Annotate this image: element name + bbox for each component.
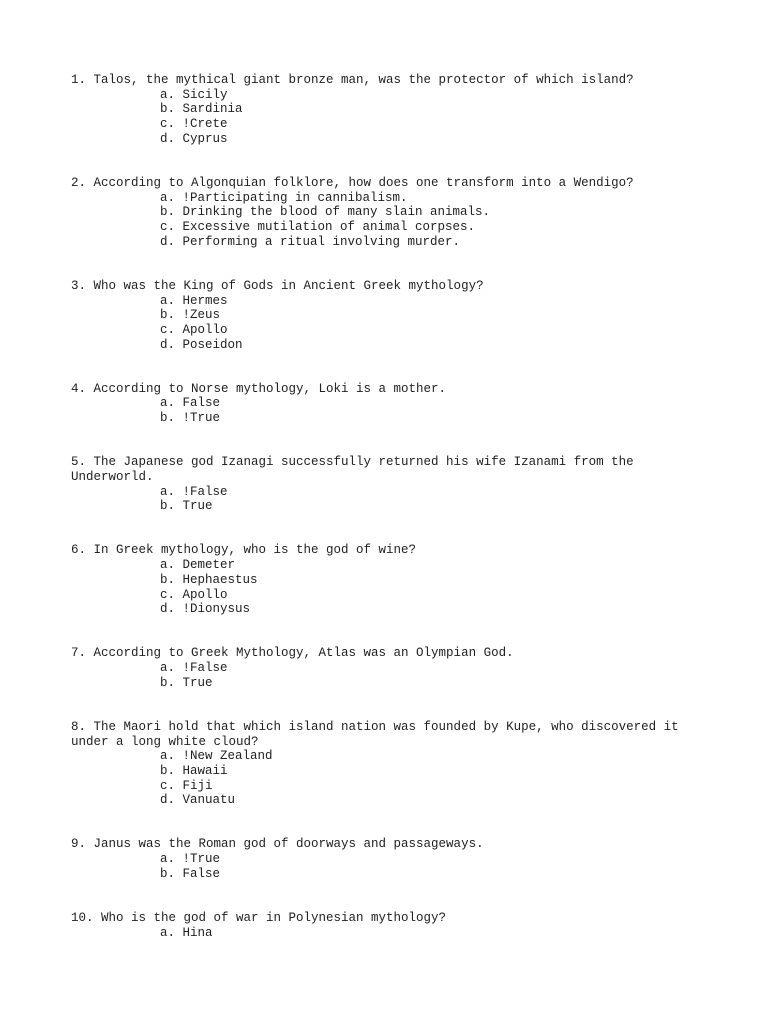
question-text: 3. Who was the King of Gods in Ancient Greek mythology? bbox=[71, 278, 484, 293]
question-block bbox=[71, 176, 701, 250]
answer-option: d. Poseidon bbox=[160, 337, 243, 352]
answer-option: a. !False bbox=[160, 661, 228, 676]
question-text: 2. According to Algonquian folklore, how does one transform into a Wendigo? bbox=[71, 175, 634, 190]
quiz-document bbox=[71, 73, 701, 970]
answer-options bbox=[71, 485, 701, 514]
question-block bbox=[71, 73, 701, 147]
question-block bbox=[71, 543, 701, 617]
answer-option: a. !True bbox=[160, 852, 221, 867]
answer-option: d. !Dionysus bbox=[160, 602, 251, 617]
answer-option: b. !True bbox=[160, 411, 221, 426]
answer-option: a. !False bbox=[160, 484, 228, 499]
answer-option: b. True bbox=[160, 499, 213, 514]
answer-options bbox=[71, 749, 701, 808]
answer-option: d. Cyprus bbox=[160, 131, 228, 146]
answer-options bbox=[71, 88, 701, 147]
answer-option: c. Apollo bbox=[160, 322, 228, 337]
answer-option: a. !Participating in cannibalism. bbox=[160, 190, 408, 205]
answer-option: b. False bbox=[160, 866, 221, 881]
question-block bbox=[71, 720, 701, 808]
answer-options bbox=[71, 558, 701, 617]
question-text: 4. According to Norse mythology, Loki is a mother. bbox=[71, 381, 447, 396]
answer-option: a. !New Zealand bbox=[160, 749, 273, 764]
question-block bbox=[71, 646, 701, 690]
answer-option: a. False bbox=[160, 396, 221, 411]
question-text: 1. Talos, the mythical giant bronze man, was the protector of which island? bbox=[71, 73, 634, 87]
answer-option: b. !Zeus bbox=[160, 308, 221, 323]
answer-options bbox=[71, 852, 701, 881]
answer-options bbox=[71, 926, 701, 941]
answer-option: a. Sicily bbox=[160, 87, 228, 102]
answer-option: b. True bbox=[160, 675, 213, 690]
answer-option: b. Sardinia bbox=[160, 102, 243, 117]
question-block bbox=[71, 837, 701, 881]
question-text: 9. Janus was the Roman god of doorways and passageways. bbox=[71, 837, 484, 852]
answer-option: c. !Crete bbox=[160, 117, 228, 132]
answer-option: c. Fiji bbox=[160, 778, 213, 793]
answer-option: b. Drinking the blood of many slain animals. bbox=[160, 205, 491, 220]
question-block bbox=[71, 911, 701, 940]
question-block bbox=[71, 382, 701, 426]
question-block bbox=[71, 455, 701, 514]
question-block bbox=[71, 279, 701, 353]
answer-options bbox=[71, 191, 701, 250]
question-text: 6. In Greek mythology, who is the god of wine? bbox=[71, 543, 417, 558]
answer-option: a. Hermes bbox=[160, 293, 228, 308]
answer-option: d. Vanuatu bbox=[160, 793, 236, 808]
answer-option: a. Demeter bbox=[160, 558, 236, 573]
answer-option: a. Hina bbox=[160, 925, 213, 940]
answer-options bbox=[71, 294, 701, 353]
question-text: 7. According to Greek Mythology, Atlas was an Olympian God. bbox=[71, 646, 514, 661]
question-text: 5. The Japanese god Izanagi successfully returned his wife Izanami from the Underworld. bbox=[71, 455, 642, 484]
answer-option: c. Excessive mutilation of animal corpses. bbox=[160, 220, 476, 235]
question-text: 8. The Maori hold that which island nation was founded by Kupe, who discovered it under a long white cloud? bbox=[71, 719, 687, 749]
answer-option: b. Hephaestus bbox=[160, 572, 258, 587]
answer-options bbox=[71, 661, 701, 690]
answer-options bbox=[71, 396, 701, 425]
answer-option: b. Hawaii bbox=[160, 763, 228, 778]
answer-option: c. Apollo bbox=[160, 587, 228, 602]
question-text: 10. Who is the god of war in Polynesian mythology? bbox=[71, 910, 447, 925]
answer-option: d. Performing a ritual involving murder. bbox=[160, 234, 461, 249]
